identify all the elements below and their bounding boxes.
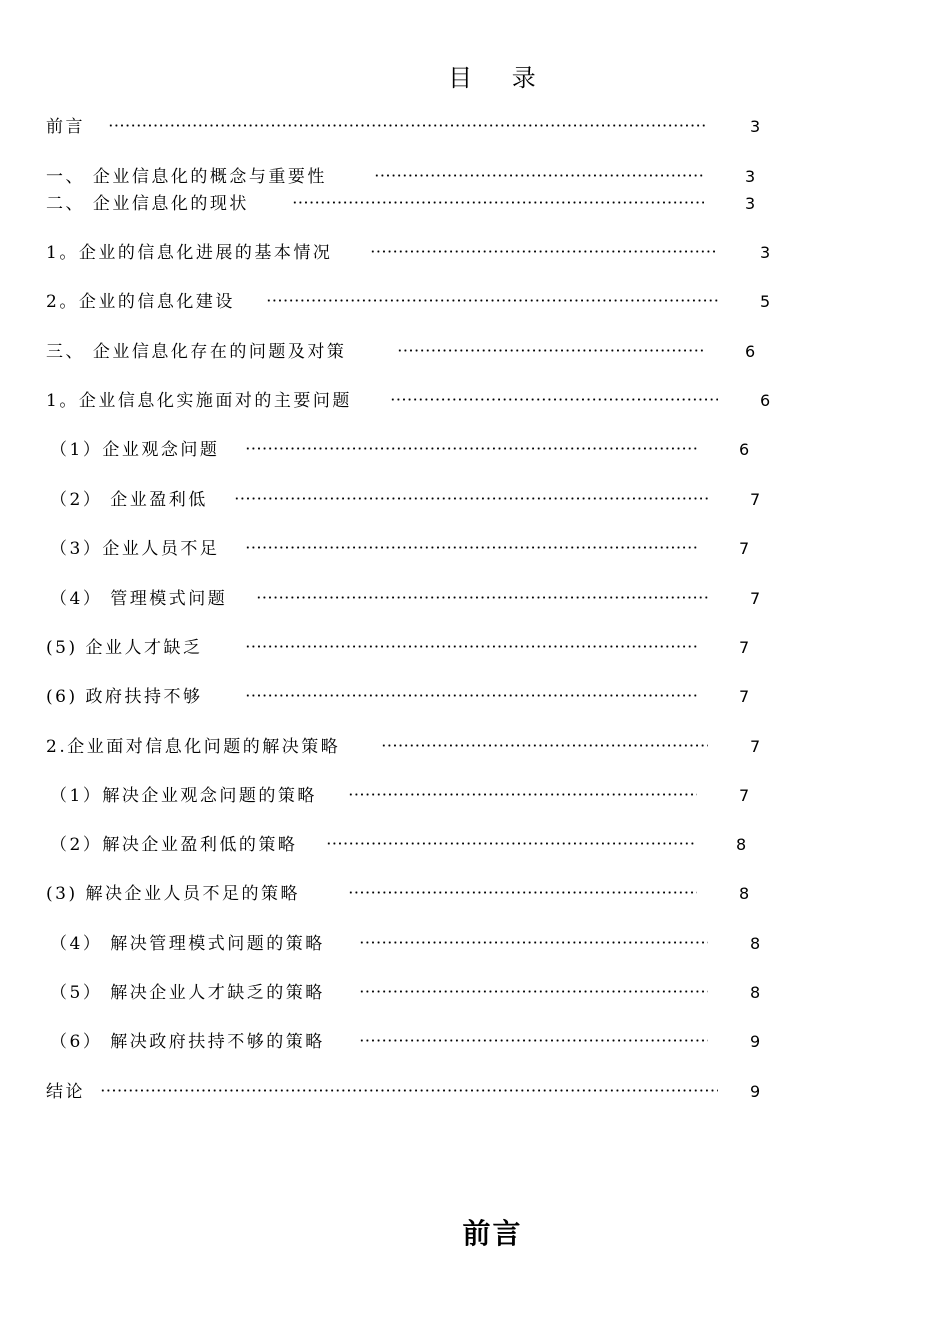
toc-entry-label: （5） 解决企业人才缺乏的策略 — [50, 983, 325, 1003]
dot-leader — [397, 348, 704, 353]
foreword-heading: 前言 — [462, 1217, 523, 1250]
toc-entry[interactable] — [0, 785, 950, 807]
toc-entry-page: 3 — [745, 194, 756, 213]
toc-entry-page: 3 — [760, 243, 771, 262]
toc-entry[interactable] — [0, 193, 950, 215]
toc-entry-page: 7 — [750, 589, 761, 608]
dot-leader — [266, 298, 718, 303]
toc-entry[interactable] — [0, 1031, 950, 1053]
dot-leader — [381, 743, 708, 748]
dot-leader — [390, 397, 718, 402]
toc-entry-label: 2。企业的信息化建设 — [46, 292, 235, 312]
toc-entry-label: 三、 企业信息化存在的问题及对策 — [46, 342, 347, 362]
toc-entry[interactable] — [0, 489, 950, 511]
toc-entry-page: 7 — [750, 490, 761, 509]
toc-entry[interactable] — [0, 390, 950, 412]
toc-entry[interactable] — [0, 834, 950, 856]
dot-leader — [245, 693, 697, 698]
toc-entry-page: 8 — [739, 884, 750, 903]
toc-entry-page: 8 — [750, 934, 761, 953]
toc-entry-label: （6） 解决政府扶持不够的策略 — [50, 1032, 325, 1052]
toc-entry-label: 前言 — [46, 117, 85, 137]
toc-entry[interactable] — [0, 637, 950, 659]
toc-entry-page: 9 — [750, 1032, 761, 1051]
toc-entry-label: （2）解决企业盈利低的策略 — [50, 835, 298, 855]
toc-entry-label: 1。企业信息化实施面对的主要问题 — [46, 391, 352, 411]
toc-entry[interactable] — [0, 686, 950, 708]
toc-entry-label: 2.企业面对信息化问题的解决策略 — [46, 737, 341, 757]
toc-entry-page: 3 — [750, 117, 761, 136]
toc-entry-label: 1。企业的信息化进展的基本情况 — [46, 243, 333, 263]
toc-entry[interactable] — [0, 883, 950, 905]
toc-entry-label: （4） 解决管理模式问题的策略 — [50, 934, 325, 954]
dot-leader — [348, 890, 697, 895]
toc-entry-page: 7 — [739, 687, 750, 706]
toc-entry-label: 结论 — [46, 1082, 85, 1102]
dot-leader — [245, 446, 697, 451]
toc-entry[interactable] — [0, 588, 950, 610]
toc-entry-label: (6) 政府扶持不够 — [46, 687, 203, 707]
toc-entry[interactable] — [0, 439, 950, 461]
toc-entry[interactable] — [0, 291, 950, 313]
toc-entry-page: 6 — [745, 342, 756, 361]
toc-entry-page: 6 — [739, 440, 750, 459]
toc-entry-page: 8 — [736, 835, 747, 854]
dot-leader — [100, 1088, 718, 1093]
dot-leader — [245, 545, 697, 550]
toc-entry-page: 7 — [750, 737, 761, 756]
dot-leader — [359, 989, 708, 994]
dot-leader — [374, 173, 704, 178]
toc-entry[interactable] — [0, 242, 950, 264]
toc-entry-page: 5 — [760, 292, 771, 311]
toc-entry[interactable] — [0, 341, 950, 363]
toc-entry-label: （1）企业观念问题 — [50, 440, 220, 460]
toc-entry[interactable] — [0, 933, 950, 955]
toc-entry-label: 二、 企业信息化的现状 — [46, 194, 249, 214]
toc-entry-page: 6 — [760, 391, 771, 410]
toc-entry-page: 3 — [745, 167, 756, 186]
toc-entry-label: (5) 企业人才缺乏 — [46, 638, 203, 658]
dot-leader — [108, 123, 708, 128]
toc-entry[interactable] — [0, 982, 950, 1004]
dot-leader — [326, 841, 694, 846]
dot-leader — [245, 644, 697, 649]
toc-entry-label: （4） 管理模式问题 — [50, 589, 228, 609]
dot-leader — [234, 496, 708, 501]
toc-entry-page: 8 — [750, 983, 761, 1002]
toc-entry-label: （1）解决企业观念问题的策略 — [50, 786, 317, 806]
toc-entry[interactable] — [0, 538, 950, 560]
toc-entry-label: (3) 解决企业人员不足的策略 — [46, 884, 300, 904]
dot-leader — [256, 595, 708, 600]
dot-leader — [292, 200, 704, 205]
dot-leader — [370, 249, 718, 254]
toc-entry-page: 7 — [739, 786, 750, 805]
toc-entry[interactable] — [0, 166, 950, 188]
toc-entry-label: （2） 企业盈利低 — [50, 490, 208, 510]
toc-entry[interactable] — [0, 736, 950, 758]
toc-entry[interactable] — [0, 116, 950, 138]
toc-entry-label: 一、 企业信息化的概念与重要性 — [46, 167, 327, 187]
toc-entry-label: （3）企业人员不足 — [50, 539, 220, 559]
dot-leader — [359, 940, 708, 945]
toc-title: 目 录 — [448, 64, 552, 92]
dot-leader — [359, 1038, 708, 1043]
toc-entry[interactable] — [0, 1081, 950, 1103]
toc-entry-page: 7 — [739, 638, 750, 657]
toc-entry-page: 9 — [750, 1082, 761, 1101]
dot-leader — [348, 792, 697, 797]
toc-entry-page: 7 — [739, 539, 750, 558]
